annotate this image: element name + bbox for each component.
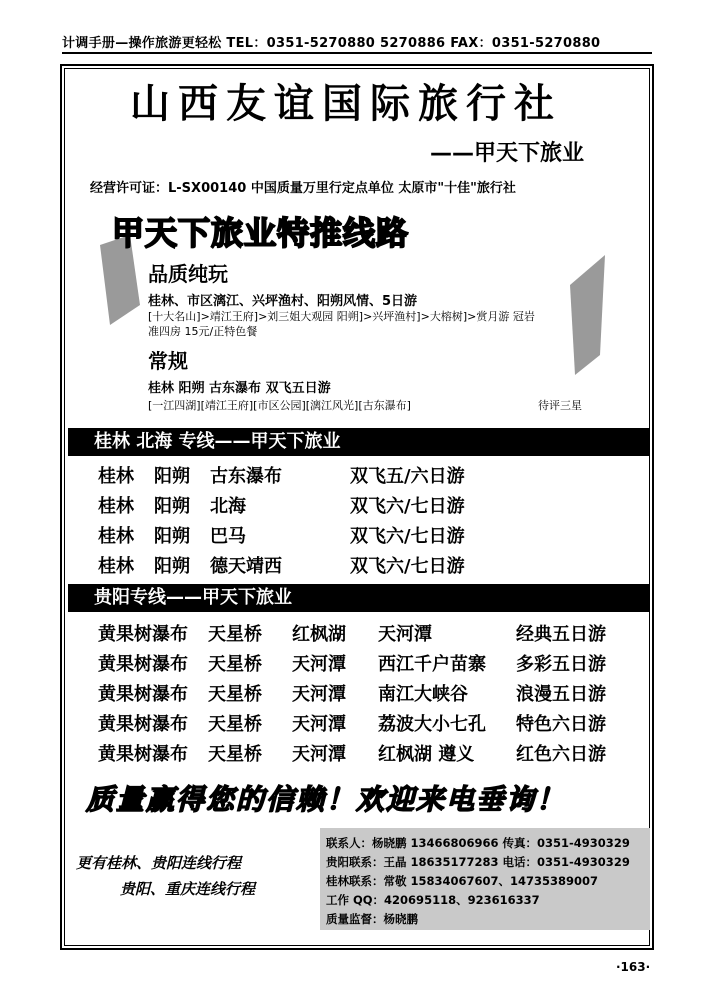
cell: 经典五日游 <box>516 624 606 645</box>
slogan: 质量赢得您的信赖！欢迎来电垂询！ <box>86 783 567 816</box>
cell: 黄果树瀑布 <box>98 684 188 705</box>
regular-route: 桂林 阳朔 古东瀑布 双飞五日游 <box>148 381 331 396</box>
cell: 巴马 <box>210 526 246 547</box>
contact-line: 质量监督：杨晓鹏 <box>326 912 418 926</box>
cell: 桂林 <box>98 556 134 577</box>
quality-detail-1: [十大名山]>靖江王府]>刘三姐大观园 阳朔]>兴坪渔村]>大榕树]>赏月游 冠岩 <box>148 310 535 323</box>
contact-box <box>320 828 650 930</box>
contact-line: 贵阳联系：王晶 18635177283 电话：0351-4930329 <box>326 855 630 869</box>
contact-line: 联系人：杨晓鹏 13466806966 传真：0351-4930329 <box>326 836 630 850</box>
guiyang-section-title: 贵阳专线——甲天下旅业 <box>68 584 650 612</box>
cell: 天河潭 <box>292 744 346 765</box>
cell: 阳朔 <box>154 526 190 547</box>
cell: 南江大峡谷 <box>378 684 468 705</box>
regular-heading: 常规 <box>148 349 188 373</box>
header-rule <box>62 52 652 54</box>
cell: 阳朔 <box>154 496 190 517</box>
cell: 红枫湖 <box>292 624 346 645</box>
cell: 红枫湖 遵义 <box>378 744 475 765</box>
cell: 黄果树瀑布 <box>98 744 188 765</box>
cell: 天河潭 <box>292 654 346 675</box>
more-routes-line-1: 更有桂林、贵阳连线行程 <box>76 854 242 872</box>
cell: 古东瀑布 <box>210 466 282 487</box>
cell: 黄果树瀑布 <box>98 624 188 645</box>
cell: 德天靖西 <box>210 556 282 577</box>
cell: 天星桥 <box>208 744 262 765</box>
cell: 天星桥 <box>208 624 262 645</box>
cell: 北海 <box>210 496 246 517</box>
cell: 天星桥 <box>208 684 262 705</box>
more-routes-line-2: 贵阳、重庆连线行程 <box>120 880 256 898</box>
cell: 双飞六/七日游 <box>350 526 465 547</box>
brand-name: ——甲天下旅业 <box>430 141 585 166</box>
contact-line: 工作 QQ：420695118、923616337 <box>326 893 540 907</box>
quality-route: 桂林、市区漓江、兴坪渔村、阳朔风情、5日游 <box>148 294 418 309</box>
contact-line: 桂林联系：常敬 15834067607、14735389007 <box>326 874 599 888</box>
cell: 天星桥 <box>208 714 262 735</box>
cell: 特色六日游 <box>516 714 606 735</box>
cell: 黄果树瀑布 <box>98 654 188 675</box>
cell: 桂林 <box>98 466 134 487</box>
cell: 双飞五/六日游 <box>350 466 465 487</box>
quality-detail-2: 准四房 15元/正特色餐 <box>148 325 258 338</box>
cell: 双飞六/七日游 <box>350 496 465 517</box>
regular-rating: 待评三星 <box>538 399 582 412</box>
license-line: 经营许可证：L-SX00140 中国质量万里行定点单位 太原市"十佳"旅行社 <box>90 181 516 196</box>
cell: 西江千户苗寨 <box>378 654 486 675</box>
cell: 多彩五日游 <box>516 654 606 675</box>
cell: 桂林 <box>98 526 134 547</box>
page-number: ·163· <box>616 960 651 974</box>
cell: 黄果树瀑布 <box>98 714 188 735</box>
guilin-section-title: 桂林 北海 专线——甲天下旅业 <box>68 428 650 456</box>
cell: 天星桥 <box>208 654 262 675</box>
cell: 阳朔 <box>154 556 190 577</box>
cell: 桂林 <box>98 496 134 517</box>
page-header: 计调手册—操作旅游更轻松 TEL：0351-5270880 5270886 FAX：0351-5270880 <box>62 36 601 51</box>
company-name: 山西友谊国际旅行社 <box>130 81 562 127</box>
cell: 红色六日游 <box>516 744 606 765</box>
cell: 天河潭 <box>292 684 346 705</box>
cell: 双飞六/七日游 <box>350 556 465 577</box>
cell: 荔波大小七孔 <box>378 714 486 735</box>
cell: 天河潭 <box>292 714 346 735</box>
regular-detail: [一江四湖][靖江王府][市区公园][漓江风光][古东瀑布] <box>148 399 411 412</box>
cell: 天河潭 <box>378 624 432 645</box>
quality-heading: 品质纯玩 <box>148 262 228 286</box>
promo-banner: 甲天下旅业特推线路 <box>112 214 410 252</box>
cell: 浪漫五日游 <box>516 684 606 705</box>
cell: 阳朔 <box>154 466 190 487</box>
